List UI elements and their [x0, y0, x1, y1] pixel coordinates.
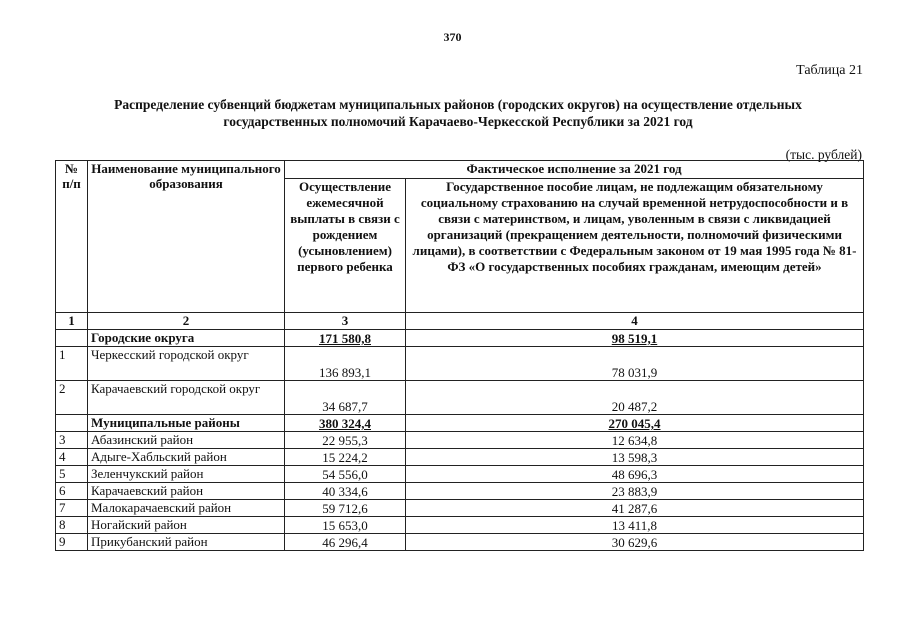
- row-name: Зеленчукский район: [88, 466, 285, 483]
- table-row: [56, 449, 864, 466]
- row-name: Малокарачаевский район: [88, 500, 285, 517]
- row-value-col4: 98 519,1: [406, 330, 864, 347]
- row-number: 1: [56, 347, 88, 381]
- document-title: [58, 96, 858, 130]
- row-value-col4: 41 287,6: [406, 500, 864, 517]
- row-number: [56, 330, 88, 347]
- row-value-col3: 15 653,0: [285, 517, 406, 534]
- table-row: [56, 381, 864, 415]
- row-number: 7: [56, 500, 88, 517]
- header-col4: Государственное пособие лицам, не подлежащим обязательному социальному страхованию на случай временной нетрудоспособности и в связи с материнством, и лицам, уволенным в связи с ликвидацией организаций (прекращением деятельности, полномочий физическими лицами), в соответствии с Федеральным законом от 19 мая 1995 года № 81-ФЗ «О государственных пособиях гражданам, имеющим детей»: [406, 179, 864, 313]
- table-row: [56, 347, 864, 381]
- row-value-col3: 34 687,7: [285, 381, 406, 415]
- row-value-col4: 30 629,6: [406, 534, 864, 551]
- table-row: [56, 500, 864, 517]
- header-actual: Фактическое исполнение за 2021 год: [285, 161, 864, 179]
- row-value-col4: 270 045,4: [406, 415, 864, 432]
- table-row: [56, 517, 864, 534]
- subtotal-row: [56, 330, 864, 347]
- row-name: Абазинский район: [88, 432, 285, 449]
- header-num: № п/п: [56, 161, 88, 313]
- row-value-col4: 48 696,3: [406, 466, 864, 483]
- colnum-1: 1: [56, 313, 88, 330]
- table-row: [56, 483, 864, 500]
- row-name: Адыге-Хабльский район: [88, 449, 285, 466]
- row-name: Городские округа: [88, 330, 285, 347]
- row-number: 9: [56, 534, 88, 551]
- row-number: 2: [56, 381, 88, 415]
- row-value-col3: 380 324,4: [285, 415, 406, 432]
- table-row: [56, 466, 864, 483]
- row-value-col4: 23 883,9: [406, 483, 864, 500]
- row-name: Карачаевский район: [88, 483, 285, 500]
- table-row: [56, 432, 864, 449]
- title-line-2: государственных полномочий Карачаево-Черкесской Республики за 2021 год: [223, 114, 693, 129]
- row-number: 4: [56, 449, 88, 466]
- table-row: [56, 534, 864, 551]
- title-line-1: Распределение субвенций бюджетам муниципальных районов (городских округов) на осуществление отдельных: [114, 97, 802, 112]
- subtotal-row: [56, 415, 864, 432]
- row-value-col3: 15 224,2: [285, 449, 406, 466]
- row-value-col3: 54 556,0: [285, 466, 406, 483]
- row-number: [56, 415, 88, 432]
- row-name: Прикубанский район: [88, 534, 285, 551]
- header-name: Наименование муниципального образования: [88, 161, 285, 313]
- row-name: Карачаевский городской округ: [88, 381, 285, 415]
- row-number: 8: [56, 517, 88, 534]
- row-name: Ногайский район: [88, 517, 285, 534]
- row-value-col3: 46 296,4: [285, 534, 406, 551]
- header-col3: Осуществление ежемесячной выплаты в связи с рождением (усыновлением) первого ребенка: [285, 179, 406, 313]
- table-label: Таблица 21: [796, 63, 863, 78]
- row-value-col4: 20 487,2: [406, 381, 864, 415]
- row-number: 5: [56, 466, 88, 483]
- units-label: (тыс. рублей): [785, 147, 862, 162]
- colnum-4: 4: [406, 313, 864, 330]
- row-number: 6: [56, 483, 88, 500]
- page-number: 370: [443, 30, 462, 44]
- row-value-col3: 136 893,1: [285, 347, 406, 381]
- budget-table: [55, 160, 864, 551]
- row-name: Муниципальные районы: [88, 415, 285, 432]
- row-value-col4: 13 411,8: [406, 517, 864, 534]
- row-number: 3: [56, 432, 88, 449]
- row-value-col4: 12 634,8: [406, 432, 864, 449]
- row-name: Черкесский городской округ: [88, 347, 285, 381]
- row-value-col3: 59 712,6: [285, 500, 406, 517]
- row-value-col4: 78 031,9: [406, 347, 864, 381]
- row-value-col3: 171 580,8: [285, 330, 406, 347]
- row-value-col3: 22 955,3: [285, 432, 406, 449]
- row-value-col4: 13 598,3: [406, 449, 864, 466]
- column-number-row: [56, 313, 864, 330]
- colnum-3: 3: [285, 313, 406, 330]
- row-value-col3: 40 334,6: [285, 483, 406, 500]
- colnum-2: 2: [88, 313, 285, 330]
